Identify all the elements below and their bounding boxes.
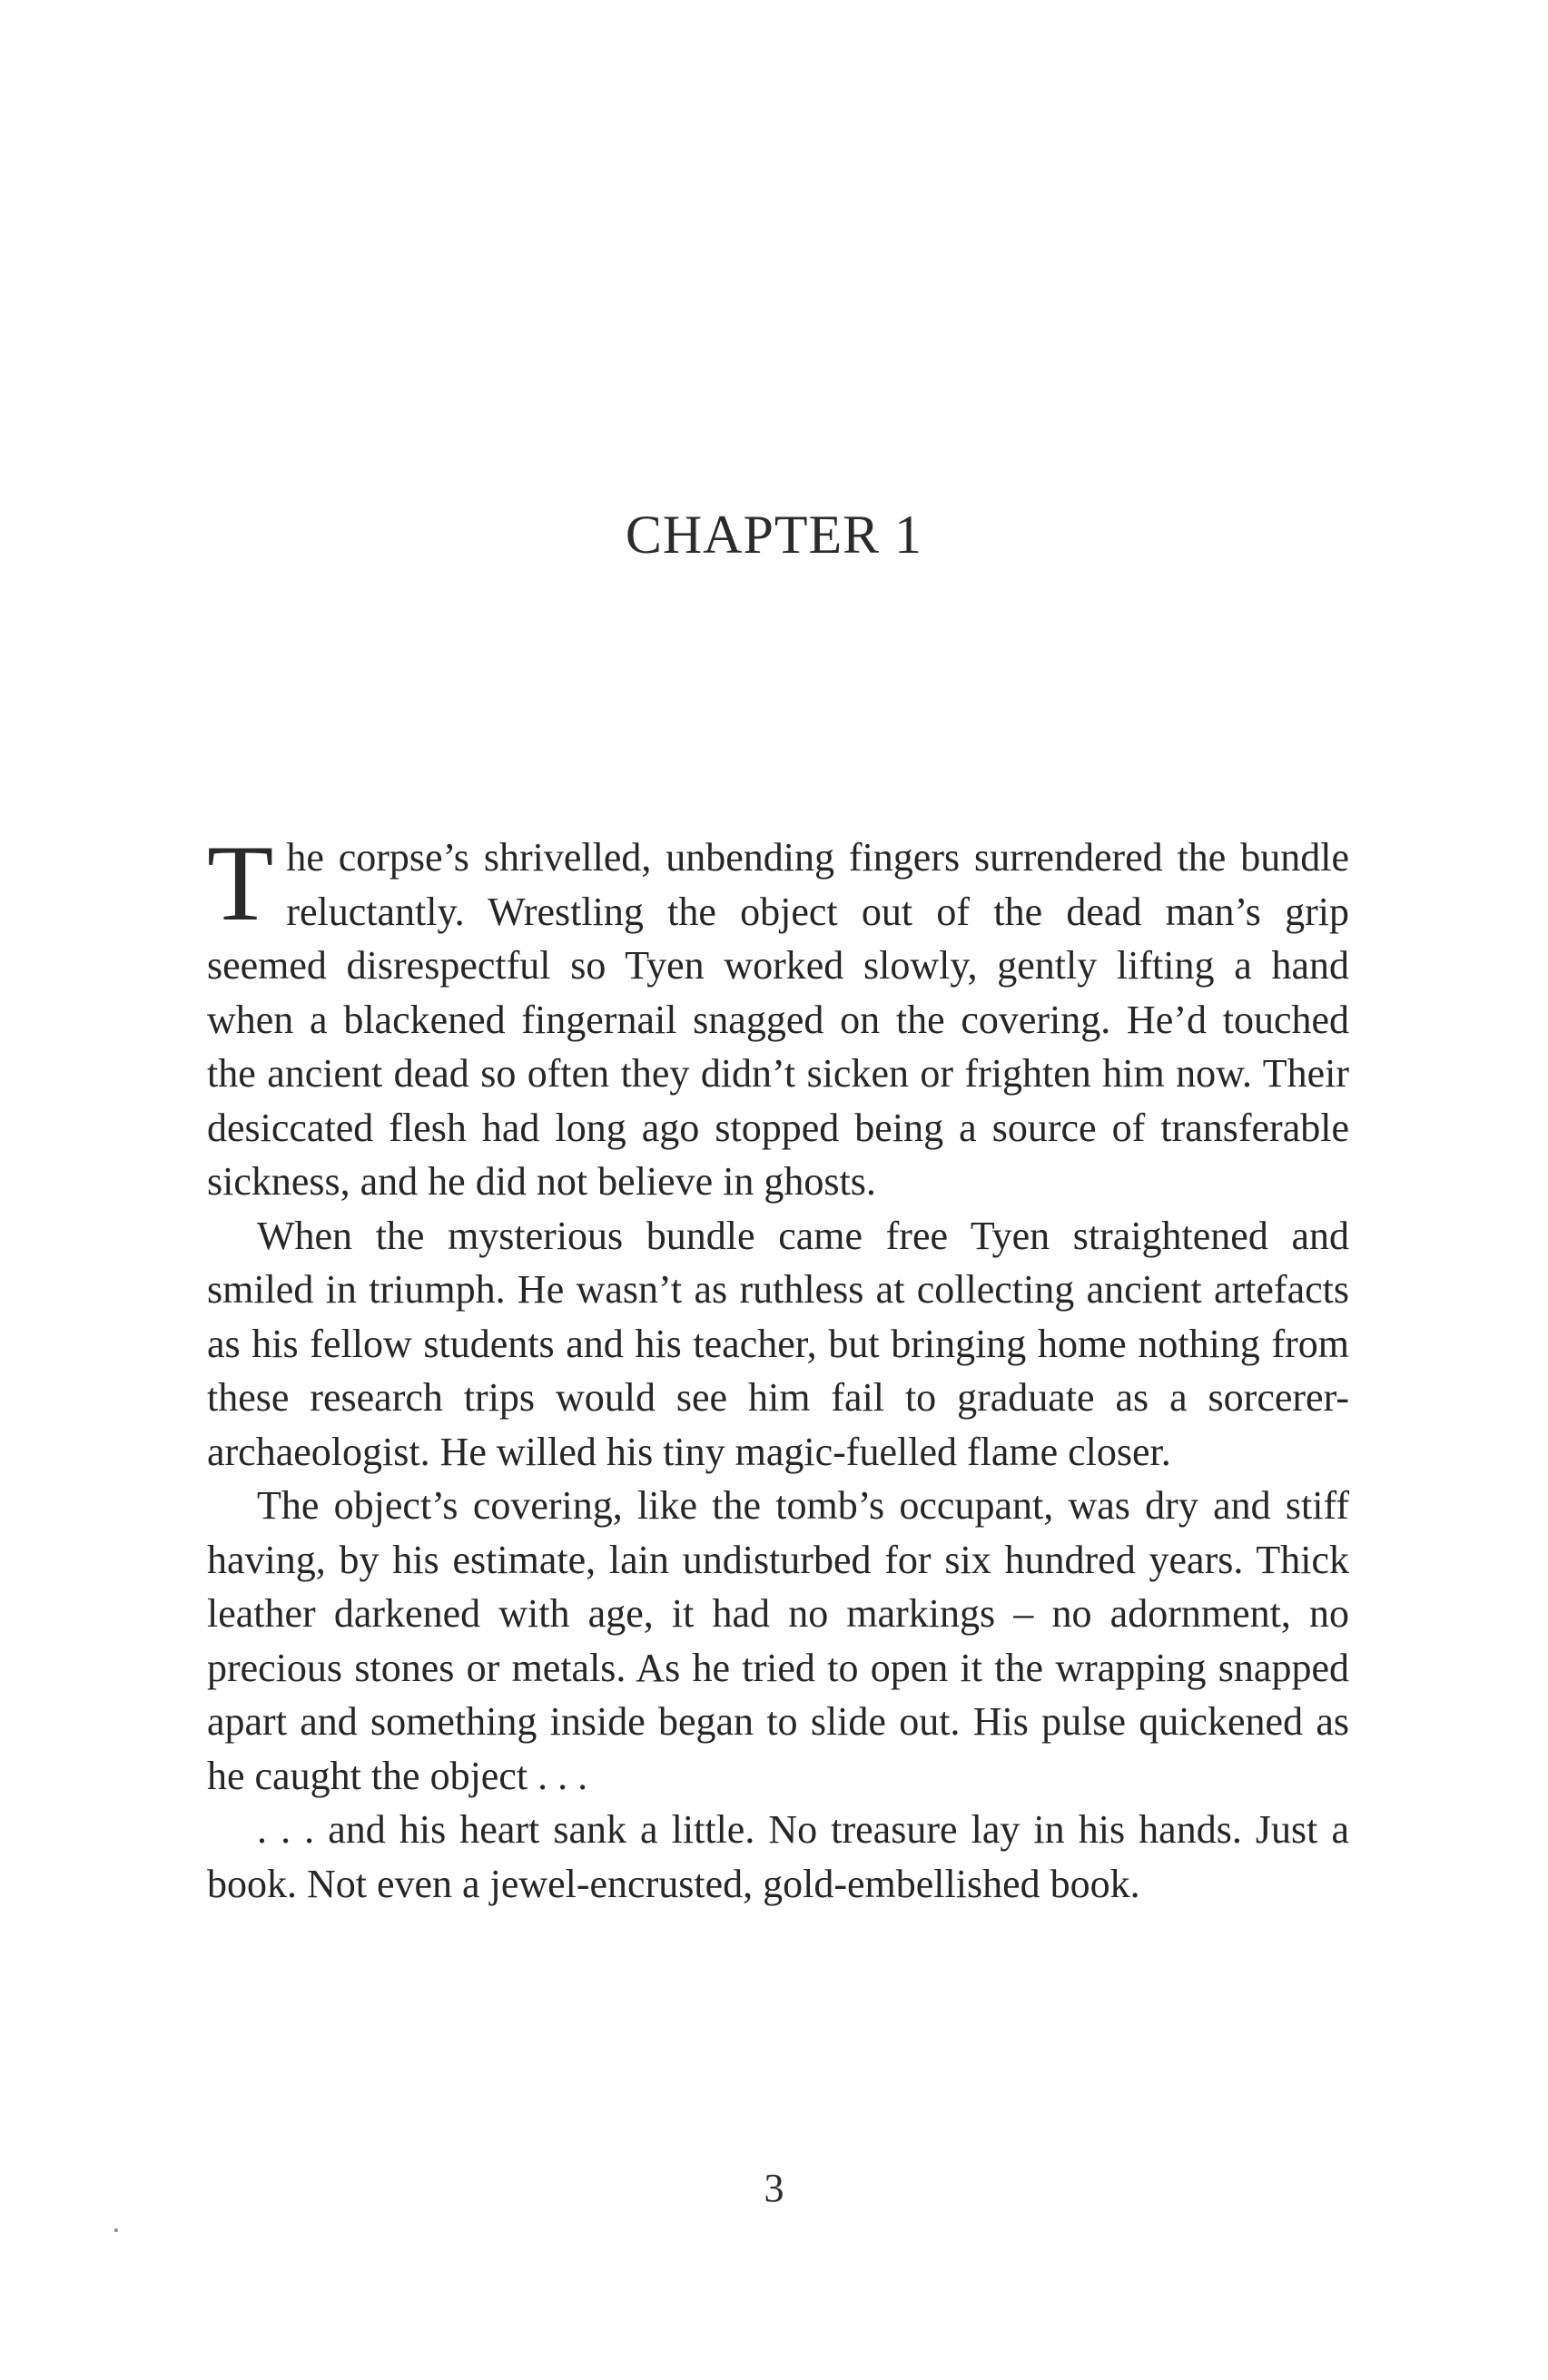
paragraph-1-text: he corpse’s shrivelled, unbending fingers surrendered the bundle reluctantly. Wrestling the object out of the dead man’s grip seemed disrespectful so Tyen worked slowly, gently lifting a hand when a blackened fingernail snagged on the covering. He’d touched the ancient dead so often they didn’t sicken or frighten him now. Their desiccated flesh had long ago stopped being a source of transferable sickness, and he did not believe in ghosts.: [207, 835, 1349, 1204]
paragraph-4: . . . and his heart sank a little. No treasure lay in his hands. Just a book. Not even a jewel-encrusted, gold-embellished book.: [207, 1807, 1349, 1906]
paragraph-3: The object’s covering, like the tomb’s occupant, was dry and stiff having, by his estimate, lain undisturbed for six hundred years. Thick leather darkened with age, it had no markings – no adornment, no precious stones or metals. As he tried to open it the wrapping snapped apart and something inside began to slide out. His pulse quickened as he caught the object . . .: [207, 1483, 1349, 1798]
paper-speck: [114, 2228, 118, 2232]
paragraph-1: [207, 822, 1349, 1209]
paragraph-2: When the mysterious bundle came free Tyen straightened and smiled in triumph. He wasn’t as ruthless at collecting ancient artefacts as his fellow students and his teacher, but bringing home nothing from these research trips would see him fail to graduate as a sorcerer-archaeologist. He willed his tiny magic-fuelled flame closer.: [207, 1213, 1349, 1474]
drop-cap: T: [207, 822, 274, 943]
chapter-heading: CHAPTER 1: [625, 505, 923, 565]
chapter-body-text: [207, 822, 1349, 1911]
page-number: 3: [764, 2166, 784, 2210]
